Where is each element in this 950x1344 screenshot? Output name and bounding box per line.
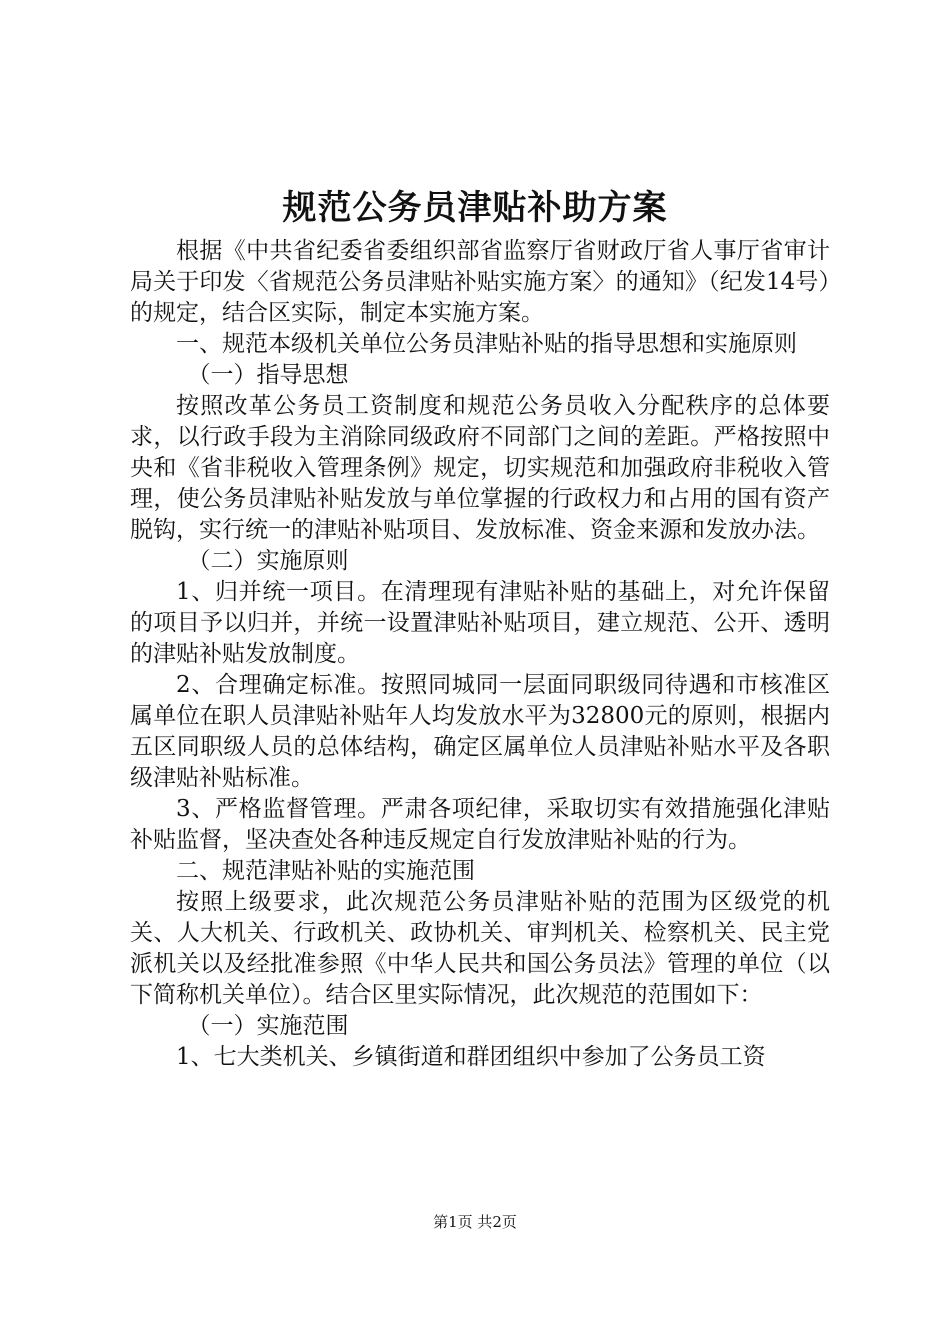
subheading-guiding-thought: （一）指导思想 (187, 362, 349, 388)
subheading-scope: （一）实施范围 (187, 1013, 349, 1039)
heading-section-2: 二、规范津贴补贴的实施范围 (176, 858, 475, 884)
paragraph-principle-1: 1、归并统一项目。在清理现有津贴补贴的基础上，对允许保留的项目予以归并，并统一设置津贴补贴项目，建立规范、公开、透明的津贴补贴发放制度。 (130, 579, 830, 667)
page-indicator: 第1页 共2页 (433, 1213, 517, 1231)
paragraph-guiding-thought: 按照改革公务员工资制度和规范公务员收入分配秩序的总体要求，以行政手段为主消除同级政府不同部门之间的差距。严格按照中央和《省非税收入管理条例》规定，切实规范和加强政府非税收入管理，使公务员津贴补贴发放与单位掌握的行政权力和占用的国有资产脱钩，实行统一的津贴补贴项目、发放标准、资金来源和发放办法。 (130, 393, 830, 543)
subheading-principles: （二）实施原则 (187, 548, 349, 574)
document-title: 规范公务员津贴补助方案 (282, 188, 668, 228)
paragraph-principle-3: 3、严格监督管理。严肃各项纪律，采取切实有效措施强化津贴补贴监督，坚决查处各种违反规定自行发放津贴补贴的行为。 (130, 796, 830, 853)
paragraph-scope: 按照上级要求，此次规范公务员津贴补贴的范围为区级党的机关、人大机关、行政机关、政协机关、审判机关、检察机关、民主党派机关以及经批准参照《中华人民共和国公务员法》管理的单位（以下简称机关单位）。结合区里实际情况，此次规范的范围如下： (130, 889, 830, 1008)
paragraph-scope-item-1: 1、七大类机关、乡镇街道和群团组织中参加了公务员工资 (176, 1044, 766, 1070)
document-body (130, 236, 830, 1073)
paragraph-principle-2: 2、合理确定标准。按照同城同一层面同职级同待遇和市核准区属单位在职人员津贴补贴年人均发放水平为32800元的原则，根据内五区同职级人员的总体结构，确定区属单位人员津贴补贴水平及各职级津贴补贴标准。 (130, 672, 830, 791)
heading-section-1: 一、规范本级机关单位公务员津贴补贴的指导思想和实施原则 (176, 331, 797, 357)
paragraph-intro: 根据《中共省纪委省委组织部省监察厅省财政厅省人事厅省审计局关于印发〈省规范公务员津贴补贴实施方案〉的通知》（纪发14号）的规定，结合区实际，制定本实施方案。 (130, 238, 830, 326)
